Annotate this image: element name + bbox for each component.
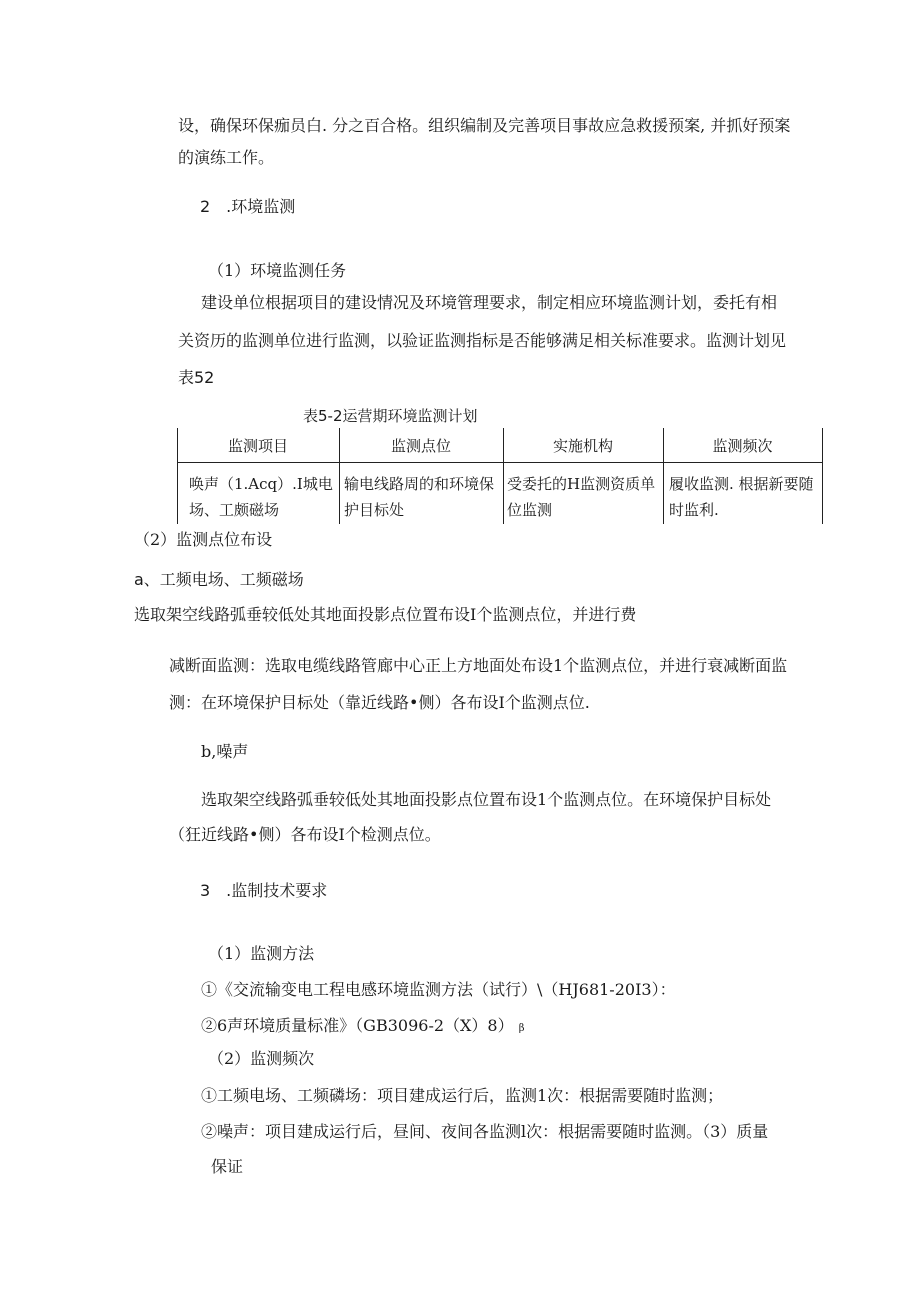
monitoring-plan-table bbox=[177, 428, 823, 524]
paragraph-line: 选取架空线路弧垂较低处其地面投影点位置布设I个监测点位，并进行费 bbox=[134, 605, 637, 624]
table-header: 监测点位 bbox=[390, 437, 451, 455]
paragraph-line: 的演练工作。 bbox=[178, 148, 275, 167]
table-cell: 护目标处 bbox=[344, 501, 405, 519]
reference-line bbox=[201, 1016, 524, 1039]
paragraph-line: 保证 bbox=[211, 1157, 244, 1176]
table-cell: 输电线路周的和环境保 bbox=[344, 475, 495, 493]
table-caption: 表5-2运营期环境监测计划 bbox=[303, 407, 478, 425]
table-cell: 唤声（1.Acq）.I城电 bbox=[189, 475, 333, 493]
paragraph-line: ①工频电场、工频磷场：项目建成运行后，监测1次：根据需要随时监测； bbox=[201, 1086, 724, 1105]
table-cell: 场、工颇磁场 bbox=[189, 501, 280, 519]
paragraph-line: 建设单位根据项目的建设情况及环境管理要求，制定相应环境监测计划，委托有相 bbox=[201, 293, 778, 312]
paragraph-line: 减断面监测：选取电缆线路管廊中心正上方地面处布设1个监测点位，并进行衰减断面监 bbox=[169, 656, 788, 675]
table-header: 监测项目 bbox=[227, 437, 288, 455]
paragraph-line: ②噪声：项目建成运行后，昼间、夜间各监测l次：根据需要随时监测。（3）质量 bbox=[201, 1122, 769, 1141]
section-heading: 3 .监制技术要求 bbox=[200, 881, 328, 900]
paragraph-line: 测：在环境保护目标处（靠近线路•侧）各布设I个监测点位. bbox=[169, 693, 590, 712]
table-header: 实施机构 bbox=[552, 437, 613, 455]
table-cell: 位监测 bbox=[507, 501, 553, 519]
paragraph-line: （狂近线路•侧）各布设I个检测点位。 bbox=[169, 825, 441, 844]
paragraph-line: 选取架空线路弧垂较低处其地面投影点位置布设1个监测点位。在环境保护目标处 bbox=[201, 790, 772, 809]
table-border bbox=[822, 428, 823, 524]
table-header: 监测频次 bbox=[712, 437, 773, 455]
list-item: b,噪声 bbox=[201, 742, 249, 761]
paragraph-line: 表52 bbox=[178, 368, 215, 387]
subsection-heading: （1）监测方法 bbox=[208, 944, 315, 963]
paragraph-line: 设，确保环保痂员白. 分之百合格。组织编制及完善项目事故应急救援预案, 并抓好预案 bbox=[178, 116, 791, 135]
table-border bbox=[177, 462, 823, 463]
list-item: a、工频电场、工频磁场 bbox=[134, 570, 304, 589]
table-cell: 受委托的H监测资质单 bbox=[507, 475, 656, 493]
paragraph-line: 关资历的监测单位进行监测，以验证监测指标是否能够满足相关标准要求。监测计划见 bbox=[178, 331, 787, 350]
section-heading: 2 .环境监测 bbox=[200, 197, 296, 216]
subsection-heading: （1）环境监测任务 bbox=[208, 261, 347, 280]
table-cell: 时监利. bbox=[669, 501, 719, 519]
reference-line: ①《交流输变电工程电感环境监测方法（试行）\（HJ681-20I3）： bbox=[201, 980, 676, 999]
subsection-heading: （2）监测点位布设 bbox=[134, 530, 273, 549]
reference-suffix: β bbox=[518, 1023, 525, 1034]
reference-text: ②6声环境质量标准》（GB3096-2（X）8） bbox=[201, 1016, 514, 1035]
subsection-heading: （2）监测频次 bbox=[208, 1049, 315, 1068]
table-cell: 履收监测. 根据新要随 bbox=[669, 475, 814, 493]
